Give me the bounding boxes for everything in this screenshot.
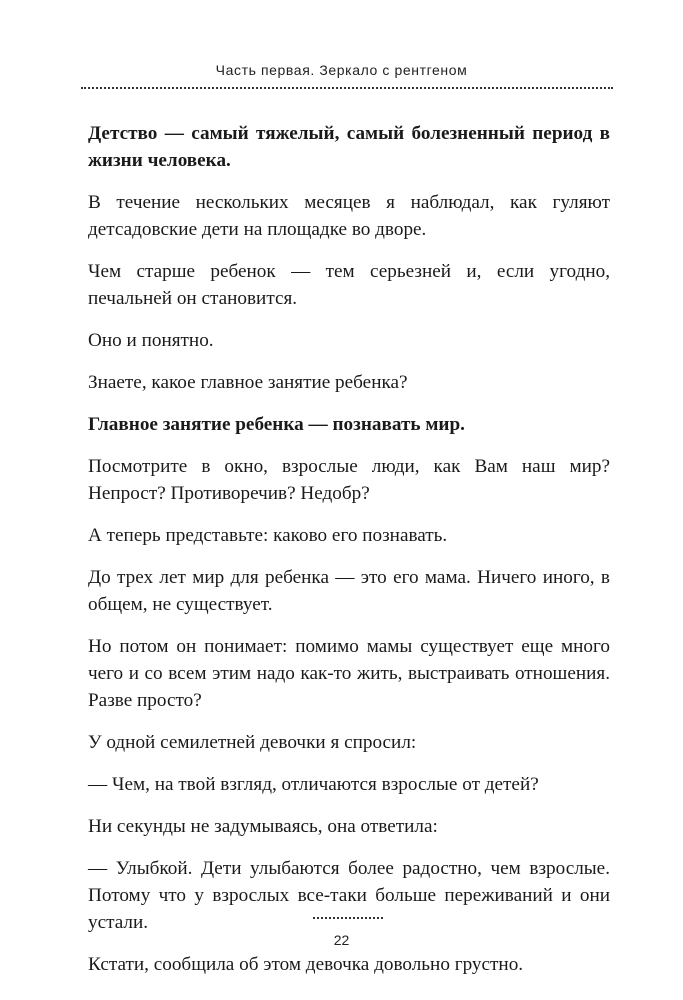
header-divider <box>81 87 613 89</box>
paragraph: До трех лет мир для ребенка — это его мама. Ничего иного, в общем, не существует. <box>88 567 610 615</box>
page-number: 22 <box>333 932 350 948</box>
paragraph: Оно и понятно. <box>88 330 214 351</box>
paragraph: Посмотрите в окно, взрослые люди, как Вам наш мир? Непрост? Противоречив? Недобр? <box>88 456 610 504</box>
footer-divider <box>313 917 383 919</box>
paragraph: Знаете, какое главное занятие ребенка? <box>88 372 408 393</box>
paragraph: Чем старше ребенок — тем серьезней и, если угодно, печальней он становится. <box>88 261 610 309</box>
paragraph: — Чем, на твой взгляд, отличаются взрослые от детей? <box>88 774 539 795</box>
paragraph: В течение нескольких месяцев я наблюдал, как гуляют детсадовские дети на площадке во дворе. <box>88 192 610 240</box>
paragraph: — Улыбкой. Дети улыбаются более радостно, чем взрослые. Потому что у взрослых все-таки больше переживаний и они устали. <box>88 858 610 933</box>
running-header: Часть первая. Зеркало с рентгеном <box>215 62 468 78</box>
paragraph: А теперь представьте: каково его познавать. <box>88 525 448 546</box>
paragraph: Но потом он понимает: помимо мамы существует еще много чего и со всем этим надо как-то жить, выстраивать отношения. Разве просто? <box>88 636 610 711</box>
page-body <box>88 120 610 993</box>
paragraph: Детство — самый тяжелый, самый болезненный период в жизни человека. <box>88 123 610 171</box>
paragraph: Кстати, сообщила об этом девочка довольно грустно. <box>88 954 524 975</box>
paragraph: У одной семилетней девочки я спросил: <box>88 732 417 753</box>
paragraph: Главное занятие ребенка — познавать мир. <box>88 414 465 435</box>
paragraph: Ни секунды не задумываясь, она ответила: <box>88 816 438 837</box>
